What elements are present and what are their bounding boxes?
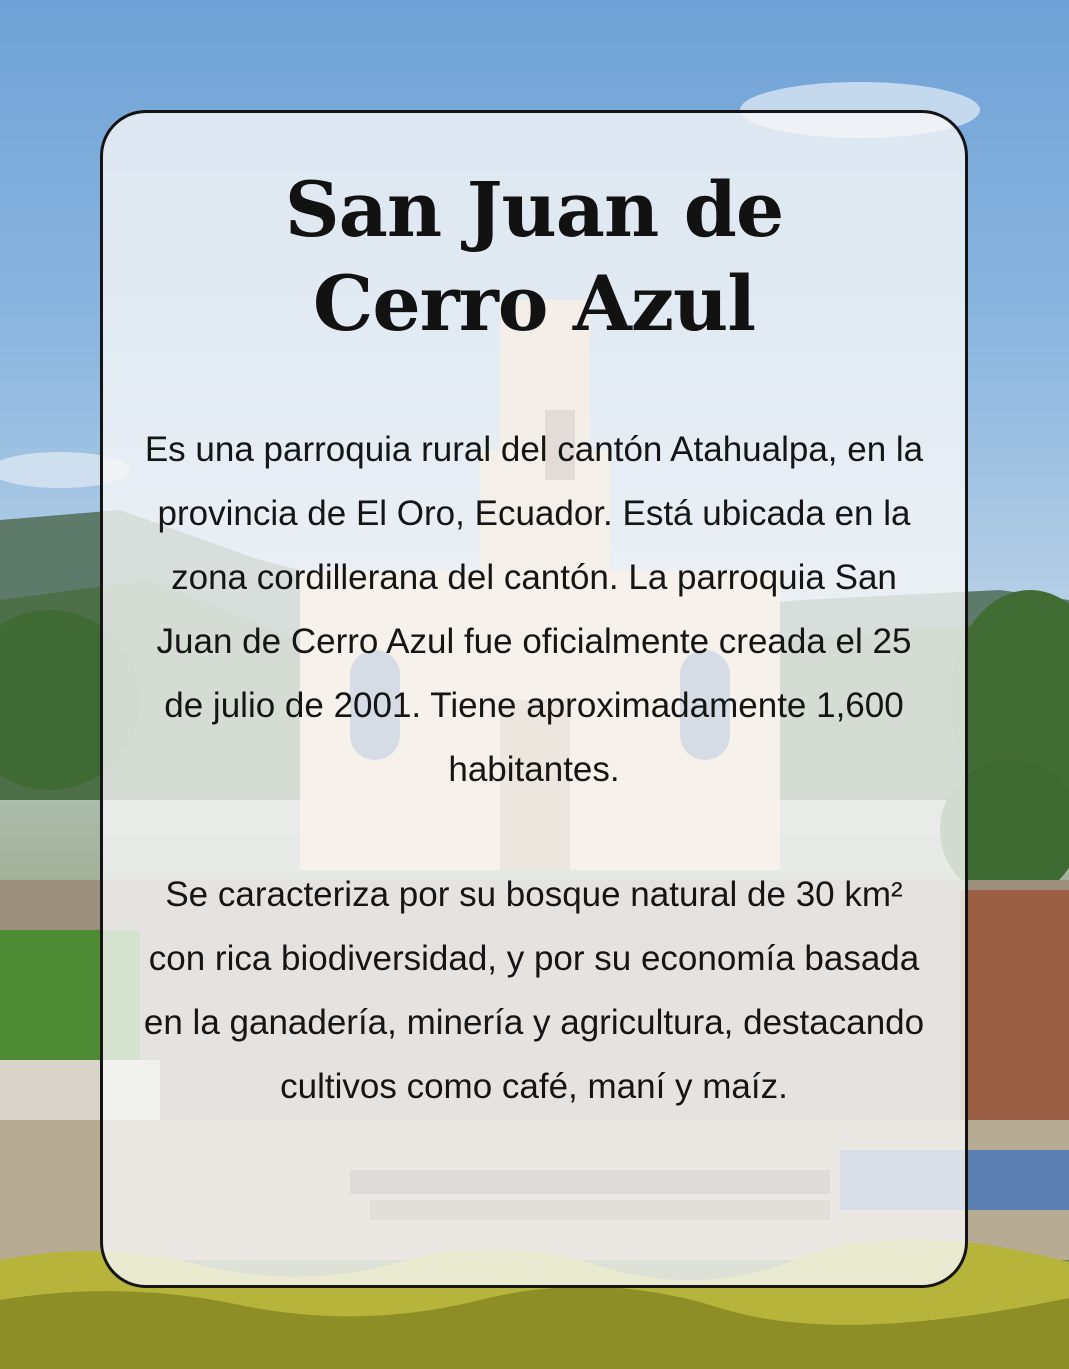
title-line-2: Cerro Azul	[312, 259, 756, 348]
description-paragraph-1: Es una parroquia rural del cantón Atahualpa, en la provincia de El Oro, Ecuador. Está ubicada en la zona cordillerana del cantón. La parroquia San Juan de Cerro Azul fue oficialmente creada el 25 de julio de 2001. Tiene aproximadamente 1,600 habitantes.	[144, 430, 924, 789]
info-card	[100, 110, 968, 1288]
title-line-1: San Juan de	[284, 165, 784, 254]
page-title	[103, 163, 965, 351]
description-paragraph-2: Se caracteriza por su bosque natural de 30 km² con rica biodiversidad, y por su economía basada en la ganadería, minería y agricultura, destacando cultivos como café, maní y maíz.	[143, 875, 925, 1106]
